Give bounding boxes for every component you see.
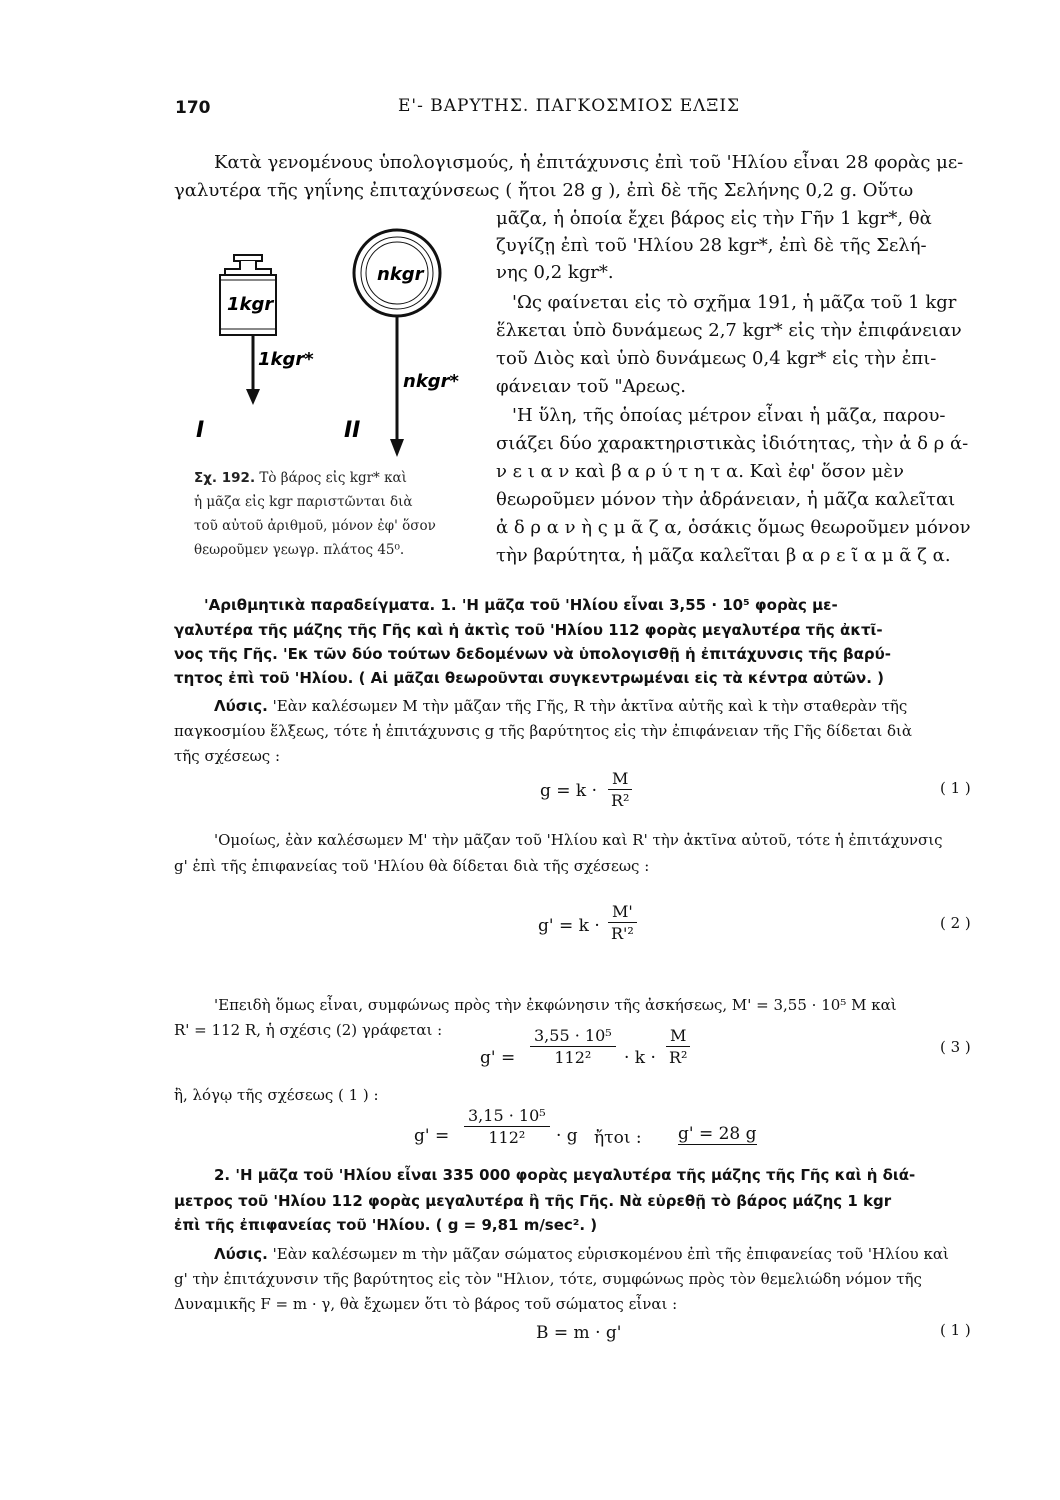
text-line: τὴν βαρύτητα, ἡ μᾶζα καλεῖται β α ρ ε ῖ α μ ᾶ ζ α. <box>496 545 951 566</box>
eq2-denominator: R'² <box>610 924 634 943</box>
intro-line: Κατὰ γενομένους ὑπολογισμούς, ἡ ἐπιτάχυνσις ἐπὶ τοῦ 'Ηλίου εἶναι 28 φορὰς με- <box>214 152 964 173</box>
example2-line: 2. 'Η μᾶζα τοῦ 'Ηλίου εἶναι 335 000 φορὰς μεγαλυτέρα τῆς μάζης τῆς Γῆς καὶ ἡ διά- <box>214 1166 916 1184</box>
example2-equation: B = m · g' <box>536 1323 622 1343</box>
text-line: R' = 112 R, ἡ σχέσις (2) γράφεται : <box>174 1021 443 1039</box>
label-II: II <box>344 418 361 443</box>
eq4-numerator: 3,15 · 10⁵ <box>464 1106 550 1127</box>
label-1kgr-force: 1kgr* <box>258 349 314 370</box>
text-line: 'Επειδὴ ὅμως εἶναι, συμφώνως πρὸς τὴν ἐκφώνησιν τῆς ἀσκήσεως, Μ' = 3,55 · 10⁵ Μ καὶ <box>214 996 897 1014</box>
eq1-lhs: g = k · <box>540 781 598 801</box>
text-line: θεωροῦμεν μόνον τὴν ἀδράνειαν, ἡ μᾶζα καλεῖται <box>496 489 956 510</box>
running-title: Ε'- ΒΑΡΥΤΗΣ. ΠΑΓΚΟΣΜΙΟΣ ΕΛΞΙΣ <box>398 96 741 116</box>
caption-text: Τὸ βάρος εἰς kgr* καὶ <box>259 470 407 486</box>
text-line: ἀ δ ρ α ν ὴ ς μ ᾶ ζ α, ὁσάκις ὅμως θεωροῦμεν μόνον <box>496 517 971 538</box>
label-1kgr: 1kgr <box>227 294 274 315</box>
eq3-fraction-2 <box>666 1026 690 1067</box>
text-line: φάνειαν τοῦ "Αρεως. <box>496 376 687 397</box>
caption-line: ἡ μᾶζα εἰς kgr παριστῶνται διὰ <box>194 494 413 510</box>
weight-1kgr-drawing <box>220 255 276 405</box>
eq3-numerator-2: M <box>666 1026 690 1047</box>
text-line: ζυγίζῃ ἐπὶ τοῦ 'Ηλίου 28 kgr*, ἐπὶ δὲ τῆς Σελή- <box>496 235 927 256</box>
solution-text: 'Εὰν καλέσωμεν Μ τὴν μᾶζαν τῆς Γῆς, R τὴν ἀκτῖνα αὐτῆς καὶ k τὴν σταθερὰν τῆς <box>272 697 908 715</box>
solution-line: Δυναμικῆς F = m · γ, θὰ ἔχωμεν ὅτι τὸ βάρος τοῦ σώματος εἶναι : <box>174 1295 678 1313</box>
caption-line: θεωροῦμεν γεωγρ. πλάτος 45⁰. <box>194 542 405 558</box>
figure-caption-line <box>194 470 407 486</box>
solution-text: 'Εὰν καλέσωμεν m τὴν μᾶζαν σώματος εὑρισκομένου ἐπὶ τῆς ἐπιφανείας τοῦ 'Ηλίου καὶ <box>272 1245 949 1263</box>
text-line: g' ἐπὶ τῆς ἐπιφανείας τοῦ 'Ηλίου θὰ δίδεται διὰ τῆς σχέσεως : <box>174 857 650 875</box>
eq2-number: ( 2 ) <box>940 914 971 932</box>
eq3-fraction-1 <box>530 1026 616 1067</box>
solution-line: παγκοσμίου ἕλξεως, τότε ἡ ἐπιτάχυνσις g τῆς βαρύτητος εἰς τὴν ἐπιφάνειαν τῆς Γῆς δίδεται διὰ <box>174 722 913 740</box>
eq1-number: ( 1 ) <box>940 779 971 797</box>
example1-heading: 'Αριθμητικὰ παραδείγματα. 1. 'Η μᾶζα τοῦ 'Ηλίου εἶναι 3,55 · 10⁵ φορὰς με- <box>204 596 838 614</box>
eq3-number: ( 3 ) <box>940 1038 971 1056</box>
eq4-rhs: · g <box>556 1126 578 1146</box>
eq3-numerator-1: 3,55 · 10⁵ <box>530 1026 616 1047</box>
intro-line: γαλυτέρα τῆς γηΐνης ἐπιταχύνσεως ( ἤτοι 28 g ), ἐπὶ δὲ τῆς Σελήνης 0,2 g. Οὕτω <box>174 180 914 201</box>
example2-line: μετρος τοῦ 'Ηλίου 112 φορὰς μεγαλυτέρα ἢ τῆς Γῆς. Νὰ εὑρεθῇ τὸ βάρος μάζης 1 kgr <box>174 1192 892 1210</box>
solution-label: Λύσις. <box>214 697 268 715</box>
example2-line: ἐπὶ τῆς ἐπιφανείας τοῦ 'Ηλίου. ( g = 9,81 m/sec². ) <box>174 1216 598 1234</box>
label-nkgr-force: nkgr* <box>403 371 459 392</box>
solution-line: g' τὴν ἐπιτάχυνσιν τῆς βαρύτητος εἰς τὸν "Ηλιον, τότε, συμφώνως πρὸς τὸν θεμελιώδη νόμον τῆς <box>174 1270 922 1288</box>
solution-line <box>214 697 907 715</box>
example1-line: γαλυτέρα τῆς μάζης τῆς Γῆς καὶ ἡ ἀκτὶς τοῦ 'Ηλίου 112 φορὰς μεγαλυτέρα τῆς ἀκτῖ- <box>174 621 883 639</box>
example1-line: νος τῆς Γῆς. 'Εκ τῶν δύο τούτων δεδομένων νὰ ὑπολογισθῇ ἡ ἐπιτάχυνσις τῆς βαρύ- <box>174 645 891 663</box>
eq3-mid: · k · <box>624 1048 656 1068</box>
eq4-lhs: g' = <box>414 1126 450 1146</box>
figure-192 <box>170 225 490 470</box>
solution-line: τῆς σχέσεως : <box>174 747 281 765</box>
eq4-ie: ἤτοι : <box>594 1128 642 1148</box>
text-line: ν ε ι α ν καὶ β α ρ ύ τ η τ α. Καὶ ἐφ' ὅσον μὲν <box>496 461 904 482</box>
eq3-denominator-1: 112² <box>554 1048 592 1067</box>
eq1-fraction <box>608 769 632 810</box>
eq2-numerator: M' <box>608 902 637 923</box>
eq4-fraction <box>464 1106 550 1147</box>
label-I: I <box>196 418 205 443</box>
eq4-denominator: 112² <box>488 1128 526 1147</box>
page-number: 170 <box>175 98 211 118</box>
text-line: ἕλκεται ὑπὸ δυνάμεως 2,7 kgr* εἰς τὴν ἐπιφάνειαν <box>496 320 962 341</box>
eq3-denominator-2: R² <box>668 1048 688 1067</box>
text-line: 'Ομοίως, ἐὰν καλέσωμεν Μ' τὴν μᾶζαν τοῦ 'Ηλίου καὶ R' τὴν ἀκτῖνα αὐτοῦ, τότε ἡ ἐπιτάχυνσις <box>214 831 943 849</box>
example2-eq-number: ( 1 ) <box>940 1321 971 1339</box>
example1-line: τητος ἐπὶ τοῦ 'Ηλίου. ( Αἱ μᾶζαι θεωροῦνται συγκεντρωμέναι εἰς τὰ κέντρα αὐτῶν. ) <box>174 669 885 687</box>
caption-label: Σχ. 192. <box>194 470 256 486</box>
solution-label: Λύσις. <box>214 1245 268 1263</box>
caption-line: τοῦ αὐτοῦ ἀριθμοῦ, μόνον ἐφ' ὅσον <box>194 518 436 534</box>
solution-line <box>214 1245 949 1263</box>
eq4-result: g' = 28 g <box>678 1124 757 1144</box>
eq2-fraction <box>608 902 637 943</box>
text-line: τοῦ Διὸς καὶ ὑπὸ δυνάμεως 0,4 kgr* εἰς τὴν ἐπι- <box>496 348 937 369</box>
text-line: ἢ, λόγῳ τῆς σχέσεως ( 1 ) : <box>174 1086 379 1104</box>
text-line: 'Η ὕλη, τῆς ὁποίας μέτρον εἶναι ἡ μᾶζα, παρου- <box>512 405 946 426</box>
eq1-numerator: M <box>608 769 632 790</box>
text-line: σιάζει δύο χαρακτηριστικὰς ἰδιότητας, τὴν ἀ δ ρ ά- <box>496 433 969 454</box>
label-nkgr: nkgr <box>377 264 424 285</box>
text-line: νης 0,2 kgr*. <box>496 262 614 283</box>
eq1-denominator: R² <box>610 791 630 810</box>
text-line: μᾶζα, ἡ ὁποία ἔχει βάρος εἰς τὴν Γῆν 1 kgr*, θὰ <box>496 208 932 229</box>
text-line: 'Ως φαίνεται εἰς τὸ σχῆμα 191, ἡ μᾶζα τοῦ 1 kgr <box>512 292 957 313</box>
eq3-lhs: g' = <box>480 1048 516 1068</box>
eq2-lhs: g' = k · <box>538 916 600 936</box>
